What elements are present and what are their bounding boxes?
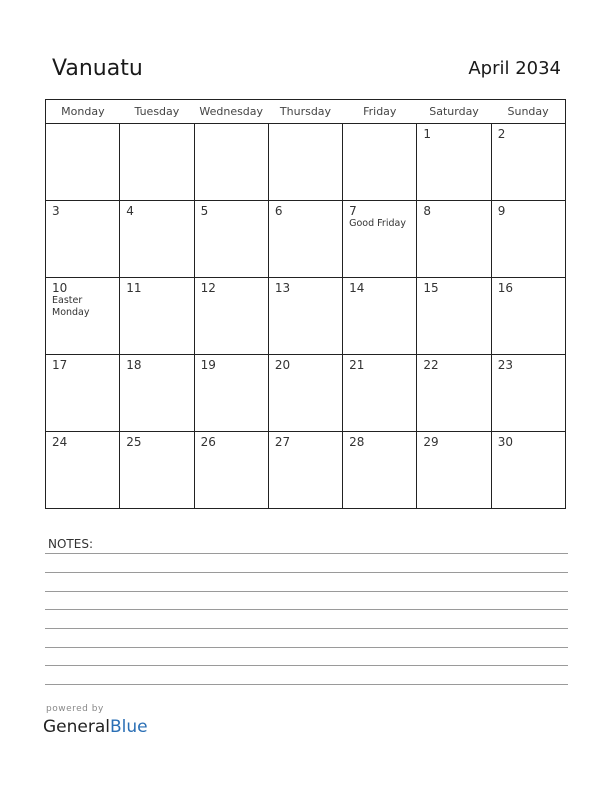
day-cell[interactable] bbox=[194, 124, 268, 201]
powered-by-text: powered by bbox=[46, 704, 104, 714]
day-cell[interactable] bbox=[343, 278, 417, 355]
notes-line bbox=[45, 684, 568, 685]
notes-line bbox=[45, 572, 568, 573]
weekday-friday: Friday bbox=[343, 100, 417, 124]
day-cell[interactable] bbox=[194, 432, 268, 509]
notes-line bbox=[45, 591, 568, 592]
day-number: 8 bbox=[423, 204, 432, 218]
day-cell[interactable] bbox=[194, 201, 268, 278]
day-cell[interactable] bbox=[343, 355, 417, 432]
day-number: 26 bbox=[200, 435, 216, 449]
notes-line bbox=[45, 665, 568, 666]
weekday-sunday: Sunday bbox=[491, 100, 565, 124]
day-cell[interactable] bbox=[417, 432, 491, 509]
day-cell[interactable] bbox=[268, 201, 342, 278]
holiday-label: Easter Monday bbox=[52, 295, 90, 318]
brand-blue: Blue bbox=[110, 717, 148, 737]
day-cell[interactable] bbox=[46, 432, 120, 509]
day-number: 27 bbox=[274, 435, 291, 449]
weekday-wednesday: Wednesday bbox=[194, 100, 268, 124]
week-row bbox=[46, 432, 566, 509]
day-cell[interactable] bbox=[46, 201, 120, 278]
notes-line bbox=[45, 553, 568, 554]
brand-general: General bbox=[43, 717, 110, 737]
week-row bbox=[46, 201, 566, 278]
day-number: 19 bbox=[200, 358, 216, 372]
day-cell[interactable] bbox=[268, 124, 342, 201]
day-cell[interactable] bbox=[491, 432, 565, 509]
day-cell[interactable] bbox=[194, 355, 268, 432]
day-number: 12 bbox=[200, 281, 216, 295]
day-cell[interactable] bbox=[194, 278, 268, 355]
day-number: 29 bbox=[423, 435, 439, 449]
day-number: 21 bbox=[349, 358, 365, 372]
day-cell[interactable] bbox=[120, 432, 194, 509]
day-number: 4 bbox=[126, 204, 134, 218]
day-cell[interactable] bbox=[343, 124, 417, 201]
day-number: 13 bbox=[274, 281, 291, 295]
notes-line bbox=[45, 647, 568, 648]
day-cell[interactable] bbox=[120, 278, 194, 355]
day-number: 2 bbox=[497, 127, 506, 141]
day-cell[interactable] bbox=[46, 355, 120, 432]
day-cell[interactable] bbox=[268, 278, 342, 355]
day-cell[interactable] bbox=[491, 278, 565, 355]
day-cell[interactable] bbox=[417, 124, 491, 201]
weekday-header-row bbox=[46, 100, 566, 124]
generalblue-logo[interactable] bbox=[43, 717, 148, 737]
notes-line bbox=[45, 628, 568, 629]
day-cell[interactable] bbox=[343, 432, 417, 509]
day-number: 11 bbox=[126, 281, 142, 295]
day-cell[interactable] bbox=[491, 201, 565, 278]
day-cell[interactable] bbox=[417, 201, 491, 278]
day-cell[interactable] bbox=[417, 278, 491, 355]
day-number: 1 bbox=[423, 127, 432, 141]
weekday-thursday: Thursday bbox=[268, 100, 342, 124]
calendar-grid bbox=[45, 99, 566, 509]
day-number: 10 bbox=[52, 281, 68, 295]
day-cell[interactable] bbox=[343, 201, 417, 278]
month-year-title: April 2034 bbox=[468, 58, 561, 79]
week-row bbox=[46, 278, 566, 355]
day-number: 7 bbox=[349, 204, 357, 218]
day-number: 5 bbox=[200, 204, 209, 218]
day-number: 17 bbox=[52, 358, 68, 372]
day-number: 3 bbox=[52, 204, 60, 218]
weekday-tuesday: Tuesday bbox=[120, 100, 194, 124]
day-number: 9 bbox=[497, 204, 506, 218]
day-cell[interactable] bbox=[120, 201, 194, 278]
weekday-monday: Monday bbox=[46, 100, 120, 124]
day-number: 25 bbox=[126, 435, 142, 449]
day-cell[interactable] bbox=[491, 355, 565, 432]
day-number: 23 bbox=[497, 358, 513, 372]
day-number: 15 bbox=[423, 281, 439, 295]
day-cell[interactable] bbox=[46, 278, 120, 355]
day-number: 30 bbox=[497, 435, 513, 449]
week-row bbox=[46, 355, 566, 432]
day-cell[interactable] bbox=[491, 124, 565, 201]
day-number: 18 bbox=[126, 358, 142, 372]
weekday-saturday: Saturday bbox=[417, 100, 491, 124]
day-number: 28 bbox=[349, 435, 365, 449]
day-cell[interactable] bbox=[120, 124, 194, 201]
day-number: 6 bbox=[274, 204, 283, 218]
country-title: Vanuatu bbox=[52, 56, 143, 81]
day-cell[interactable] bbox=[268, 432, 342, 509]
day-cell[interactable] bbox=[120, 355, 194, 432]
day-number: 24 bbox=[52, 435, 68, 449]
day-cell[interactable] bbox=[268, 355, 342, 432]
notes-label: NOTES: bbox=[48, 537, 93, 551]
holiday-label: Good Friday bbox=[349, 218, 406, 229]
day-number: 20 bbox=[274, 358, 291, 372]
week-row bbox=[46, 124, 566, 201]
day-cell[interactable] bbox=[417, 355, 491, 432]
day-number: 14 bbox=[349, 281, 365, 295]
day-cell[interactable] bbox=[46, 124, 120, 201]
notes-line bbox=[45, 609, 568, 610]
day-number: 16 bbox=[497, 281, 513, 295]
day-number: 22 bbox=[423, 358, 439, 372]
